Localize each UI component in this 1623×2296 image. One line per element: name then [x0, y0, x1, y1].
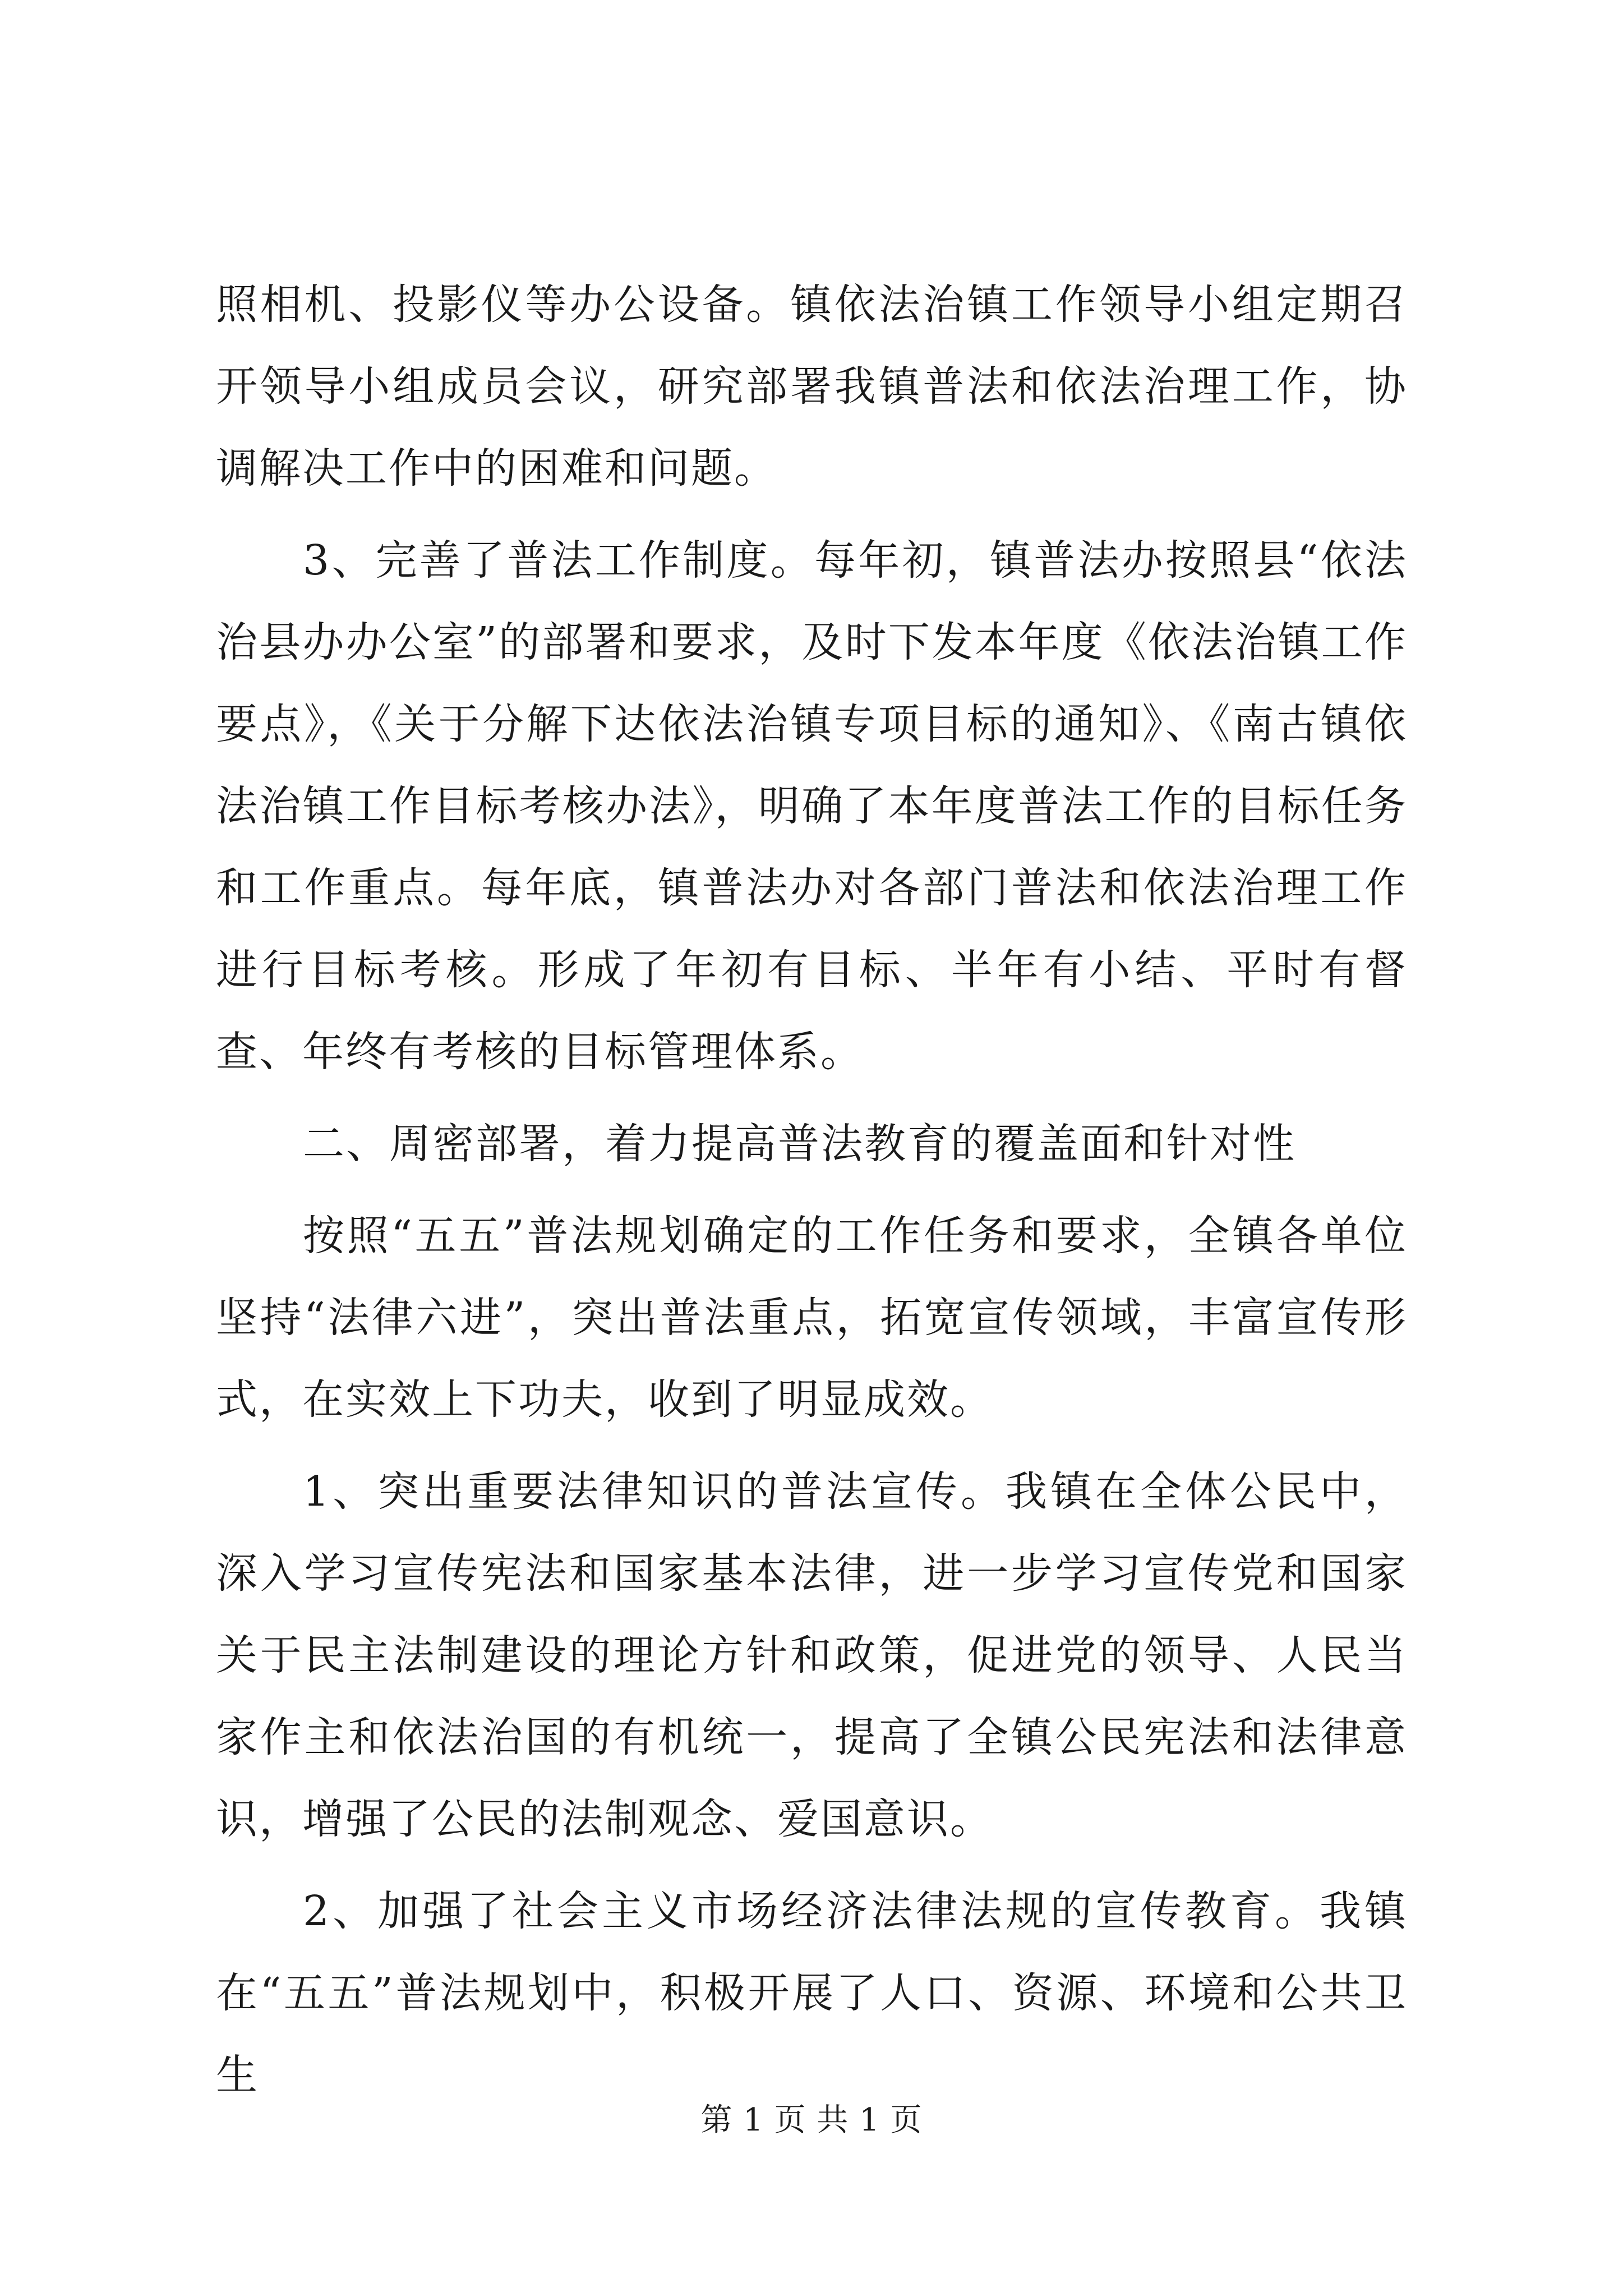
- paragraph-item-1: 1、突出重要法律知识的普法宣传。我镇在全体公民中，深入学习宣传宪法和国家基本法律，进一步学习宣传党和国家关于民主法制建设的理论方针和政策，促进党的领导、人民当家作主和依法治国的有机统一，提高了全镇公民宪法和法律意识，增强了公民的法制观念、爱国意识。: [216, 1467, 1408, 1843]
- paragraph-item-3: 3、完善了普法工作制度。每年初，镇普法办按照县“依法治县办办公室”的部署和要求，及时下发本年度《依法治镇工作要点》，《关于分解下达依法治镇专项目标的通知》、《南古镇依法治镇工作目标考核办法》，明确了本年度普法工作的目标任务和工作重点。每年底，镇普法办对各部门普法和依法治理工作进行目标考核。形成了年初有目标、半年有小结、平时有督查、年终有考核的目标管理体系。: [216, 536, 1408, 1076]
- section-heading-2: 二、周密部署，着力提高普法教育的覆盖面和针对性: [303, 1120, 1296, 1168]
- paragraph-continuation: 照相机、投影仪等办公设备。镇依法治镇工作领导小组定期召开领导小组成员会议，研究部署我镇普法和依法治理工作，协调解决工作中的困难和问题。: [216, 280, 1408, 493]
- paragraph-section-2-intro: 按照“五五”普法规划确定的工作任务和要求，全镇各单位坚持“法律六进”，突出普法重点，拓宽宣传领域，丰富宣传形式，在实效上下功夫，收到了明显成效。: [216, 1212, 1408, 1424]
- document-body: [216, 264, 1408, 2116]
- paragraph-item-2: 2、加强了社会主义市场经济法律法规的宣传教育。我镇在“五五”普法规划中，积极开展了人口、资源、环境和公共卫生: [216, 1887, 1408, 2099]
- page-footer: 第 1 页 共 1 页: [700, 2102, 923, 2138]
